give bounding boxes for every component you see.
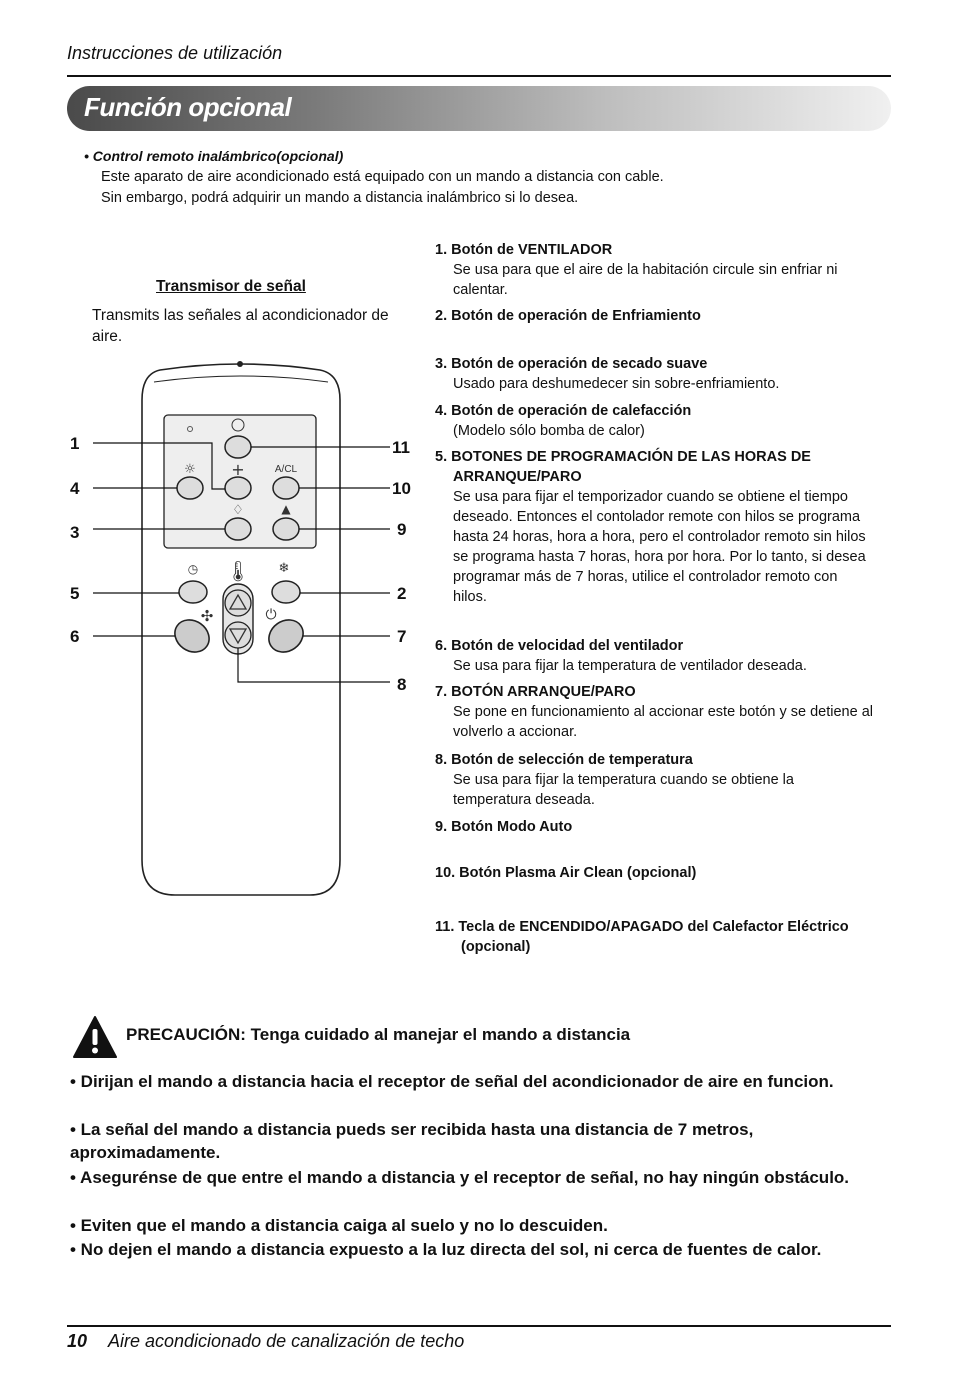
description-item <box>435 636 875 676</box>
fan-plus-icon: + <box>231 460 245 479</box>
item-title: 9. Botón Modo Auto <box>435 819 573 835</box>
callout-5: 5 <box>70 584 80 603</box>
transmitter-title: Transmisor de señal <box>156 278 306 295</box>
item-desc: (Modelo sólo bomba de calor) <box>453 423 645 439</box>
callout-7: 7 <box>397 627 407 646</box>
remote-control-illustration <box>60 355 430 905</box>
description-item <box>435 682 875 742</box>
plasma-button[interactable] <box>273 477 299 499</box>
header-rule <box>67 75 891 77</box>
section-title: Función opcional <box>84 92 292 122</box>
description-item <box>435 306 875 326</box>
page-number: 10 <box>67 1331 88 1351</box>
description-item <box>435 447 875 607</box>
description-item <box>435 817 875 837</box>
callout-10: 10 <box>392 479 411 498</box>
timer-button[interactable] <box>179 581 207 603</box>
description-item <box>435 750 875 810</box>
page-header-title: Instrucciones de utilización <box>67 43 283 63</box>
heating-button[interactable] <box>177 477 203 499</box>
callout-9: 9 <box>397 520 407 539</box>
caution-bullet: • Asegurénse de que entre el mando a distancia y el receptor de señal, no hay ningún obstáculo. <box>70 1168 850 1187</box>
drop-icon: ♢ <box>232 503 244 518</box>
callout-2: 2 <box>397 584 407 603</box>
snowflake-icon: ❄ <box>278 561 290 576</box>
item-title: 8. Botón de selección de temperatura <box>435 752 693 768</box>
description-item <box>435 354 875 394</box>
item-desc: Usado para deshumedecer sin sobre-enfriamiento. <box>453 376 780 392</box>
item-desc: Se usa para que el aire de la habitación circule sin enfriar ni calentar. <box>453 262 838 298</box>
item-title: 3. Botón de operación de secado suave <box>435 356 708 372</box>
callout-1: 1 <box>70 434 80 453</box>
item-title: 5. BOTONES DE PROGRAMACIÓN DE LAS HORAS DE ARRANQUE/PARO <box>435 449 811 485</box>
item-desc: Se usa para fijar el temporizador cuando se obtiene el tiempo deseado. Entonces el contolador remote con hilos se programa hasta 24 horas, hora a hora, pero el controlador remoto sin hilos se programa hasta 7 horas, hora por hora. Por lo tanto, si desea programar más de 7 horas, utilice el controlador remoto con hilos. <box>453 489 866 605</box>
callout-6: 6 <box>70 627 80 646</box>
dry-button[interactable] <box>225 518 251 540</box>
auto-icon: ▲ <box>281 502 291 516</box>
caution-bullet: • No dejen el mando a distancia expuesto a la luz directa del sol, ni cerca de fuentes de calor. <box>70 1240 822 1259</box>
description-item <box>435 240 875 300</box>
heater-button[interactable] <box>225 436 251 458</box>
fan-mode-button[interactable] <box>225 477 251 499</box>
fan-icon: ✣ <box>200 607 214 625</box>
warning-icon <box>72 1015 118 1060</box>
power-icon: ⏻ <box>265 607 277 623</box>
description-item <box>435 917 875 957</box>
caution-bullet: • Eviten que el mando a distancia caiga al suelo y no lo descuiden. <box>70 1216 608 1235</box>
callout-11: 11 <box>392 438 410 457</box>
item-title: 4. Botón de operación de calefacción <box>435 403 692 419</box>
item-title: 6. Botón de velocidad del ventilador <box>435 638 684 654</box>
item-title: 2. Botón de operación de Enfriamiento <box>435 308 701 324</box>
item-title: 1. Botón de VENTILADOR <box>435 242 613 258</box>
item-title: 10. Botón Plasma Air Clean (opcional) <box>435 865 697 881</box>
signal-transmitter-dot <box>237 361 243 367</box>
auto-mode-button[interactable] <box>273 518 299 540</box>
item-title: 7. BOTÓN ARRANQUE/PARO <box>435 684 636 700</box>
item-desc: Se usa para fijar la temperatura cuando se obtiene la temperatura deseada. <box>453 772 794 808</box>
caution-bullet: • La señal del mando a distancia pueds ser recibida hasta una distancia de 7 metros, aproximadamente. <box>70 1120 754 1162</box>
item-title: 11. Tecla de ENCENDIDO/APAGADO del Calefactor Eléctrico (opcional) <box>435 919 849 955</box>
transmitter-description: Transmits las señales al acondicionador de aire. <box>92 307 389 345</box>
callout-3: 3 <box>70 523 80 542</box>
cooling-button[interactable] <box>272 581 300 603</box>
optional-line: Sin embargo, podrá adquirir un mando a distancia inalámbrico si lo desea. <box>101 190 579 206</box>
thermometer-icon: 🌡 <box>225 559 251 583</box>
description-item <box>435 863 875 883</box>
item-desc: Se usa para fijar la temperatura de ventilador deseada. <box>453 658 807 674</box>
description-item <box>435 401 875 441</box>
optional-line: Este aparato de aire acondicionado está equipado con un mando a distancia con cable. <box>101 169 664 185</box>
callout-8: 8 <box>397 675 407 694</box>
clock-icon: ◷ <box>187 562 199 576</box>
footer-title: Aire acondicionado de canalización de techo <box>108 1331 465 1351</box>
footer-rule <box>67 1325 891 1327</box>
optional-remote-heading: • Control remoto inalámbrico(opcional) <box>84 148 344 164</box>
acl-label: A/CL <box>274 464 298 475</box>
callout-4: 4 <box>70 479 80 498</box>
caution-title: PRECAUCIÓN: Tenga cuidado al manejar el mando a distancia <box>126 1025 631 1044</box>
item-desc: Se pone en funcionamiento al accionar este botón y se detiene al volverlo a accionar. <box>453 704 873 740</box>
sun-icon: ☼ <box>184 462 196 477</box>
caution-bullet: • Dirijan el mando a distancia hacia el receptor de señal del acondicionador de aire en funcion. <box>70 1072 834 1091</box>
